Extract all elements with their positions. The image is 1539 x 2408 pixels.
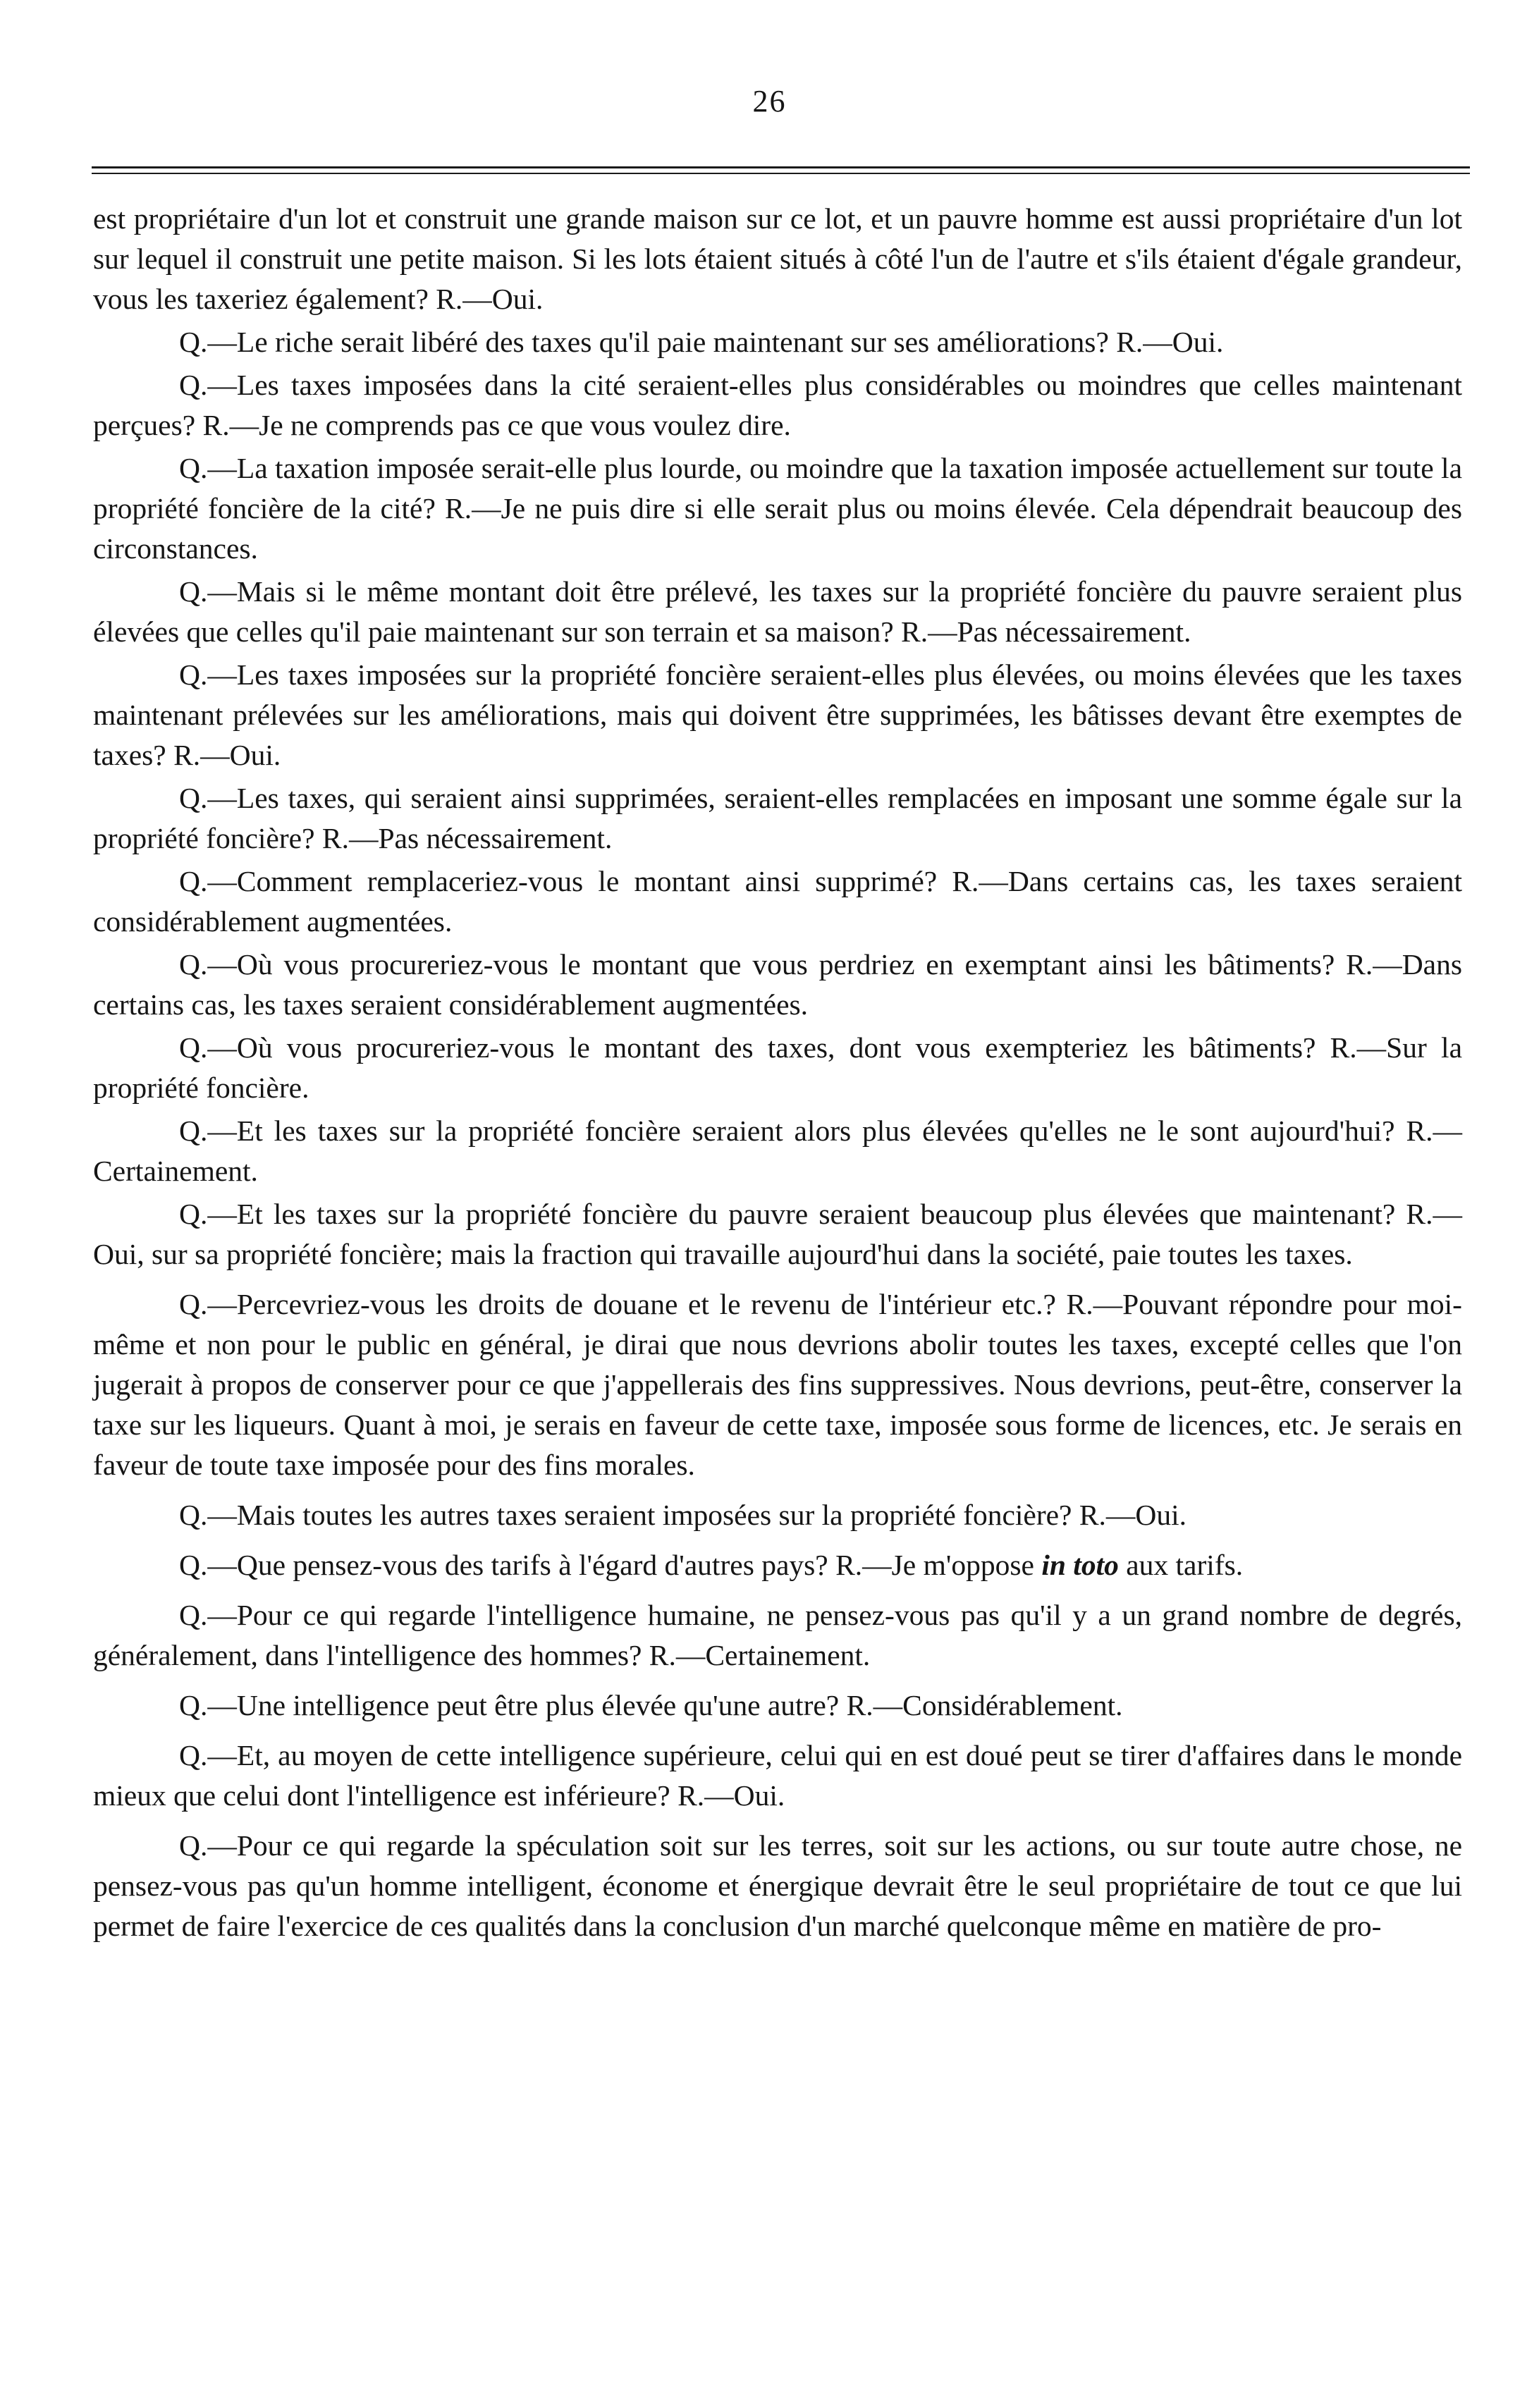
paragraph-7: Q.—Les taxes, qui seraient ainsi supprimées, seraient-elles remplacées en imposant une somme égale sur la propriété foncière? R.—Pas nécessairement. — [93, 782, 1462, 854]
paragraph-6: Q.—Les taxes imposées sur la propriété foncière seraient-elles plus élevées, ou moins élevées que les taxes maintenant prélevées sur les améliorations, mais qui doivent être supprimées, les bâtisses devant être exemptes de taxes? R.—Oui. — [93, 658, 1462, 771]
header-rule — [92, 166, 1470, 174]
paragraph-17: Q.—Une intelligence peut être plus élevée qu'une autre? R.—Considérablement. — [179, 1689, 1123, 1721]
paragraph-1: est propriétaire d'un lot et construit une grande maison sur ce lot, et un pauvre homme est aussi propriétaire d'un lot sur lequel il construit une petite maison. Si les lots étaient situés à côté l'un de l'autre et s'ils étaient d'égale grandeur, vous les taxeriez également? R.—Oui. — [93, 202, 1462, 315]
body-text — [93, 199, 1462, 1949]
paragraph-15-italic: in toto — [1041, 1549, 1119, 1581]
paragraph-9: Q.—Où vous procureriez-vous le montant que vous perdriez en exemptant ainsi les bâtiments? R.—Dans certains cas, les taxes seraient considérablement augmentées. — [93, 948, 1462, 1021]
paragraph-8: Q.—Comment remplaceriez-vous le montant ainsi supprimé? R.—Dans certains cas, les taxes seraient considérablement augmentées. — [93, 865, 1462, 938]
paragraph-14: Q.—Mais toutes les autres taxes seraient imposées sur la propriété foncière? R.—Oui. — [179, 1499, 1187, 1531]
paragraph-15-after: aux tarifs. — [1118, 1549, 1244, 1581]
paragraph-12: Q.—Et les taxes sur la propriété foncière du pauvre seraient beaucoup plus élevées que maintenant? R.—Oui, sur sa propriété foncière; mais la fraction qui travaille aujourd'hui dans la société, paie toutes les taxes. — [93, 1198, 1462, 1270]
paragraph-11: Q.—Et les taxes sur la propriété foncière seraient alors plus élevées qu'elles ne le sont aujourd'hui? R.—Certainement. — [93, 1114, 1462, 1187]
paragraph-19: Q.—Pour ce qui regarde la spéculation soit sur les terres, soit sur les actions, ou sur toute autre chose, ne pensez-vous pas qu'un homme intelligent, économe et énergique devrait être le seul propriétaire de tout ce que lui permet de faire l'exercice de ces qualités dans la conclusion d'un marché quelconque même en matière de pro- — [93, 1829, 1462, 1942]
paragraph-15-before: Q.—Que pensez-vous des tarifs à l'égard d'autres pays? R.—Je m'oppose — [179, 1549, 1042, 1581]
page-number: 26 — [752, 84, 787, 118]
paragraph-16: Q.—Pour ce qui regarde l'intelligence humaine, ne pensez-vous pas qu'il y a un grand nombre de degrés, généralement, dans l'intelligence des hommes? R.—Certainement. — [93, 1599, 1462, 1671]
paragraph-13: Q.—Percevriez-vous les droits de douane et le revenu de l'intérieur etc.? R.—Pouvant répondre pour moi-même et non pour le public en général, je dirai que nous devrions abolir toutes les taxes, excepté celles que l'on jugerait à propos de conserver pour ce que j'appellerais des fins suppressives. Nous devrions, peut-être, conserver la taxe sur les liqueurs. Quant à moi, je serais en faveur de cette taxe, imposée sous forme de licences, etc. Je serais en faveur de toute taxe imposée pour des fins morales. — [93, 1288, 1462, 1481]
paragraph-18: Q.—Et, au moyen de cette intelligence supérieure, celui qui en est doué peut se tirer d'affaires dans le monde mieux que celui dont l'intelligence est inférieure? R.—Oui. — [93, 1739, 1462, 1812]
paragraph-10: Q.—Où vous procureriez-vous le montant des taxes, dont vous exempteriez les bâtiments? R.—Sur la propriété foncière. — [93, 1031, 1462, 1104]
paragraph-15 — [93, 1545, 1462, 1585]
paragraph-3: Q.—Les taxes imposées dans la cité seraient-elles plus considérables ou moindres que celles maintenant perçues? R.—Je ne comprends pas ce que vous voulez dire. — [93, 369, 1462, 441]
paragraph-2: Q.—Le riche serait libéré des taxes qu'il paie maintenant sur ses améliorations? R.—Oui. — [179, 326, 1224, 358]
paragraph-4: Q.—La taxation imposée serait-elle plus lourde, ou moindre que la taxation imposée actuellement sur toute la propriété foncière de la cité? R.—Je ne puis dire si elle serait plus ou moins élevée. Cela dépendrait beaucoup des circonstances. — [93, 452, 1462, 565]
paragraph-5: Q.—Mais si le même montant doit être prélevé, les taxes sur la propriété foncière du pauvre seraient plus élevées que celles qu'il paie maintenant sur son terrain et sa maison? R.—Pas nécessairement. — [93, 575, 1462, 648]
